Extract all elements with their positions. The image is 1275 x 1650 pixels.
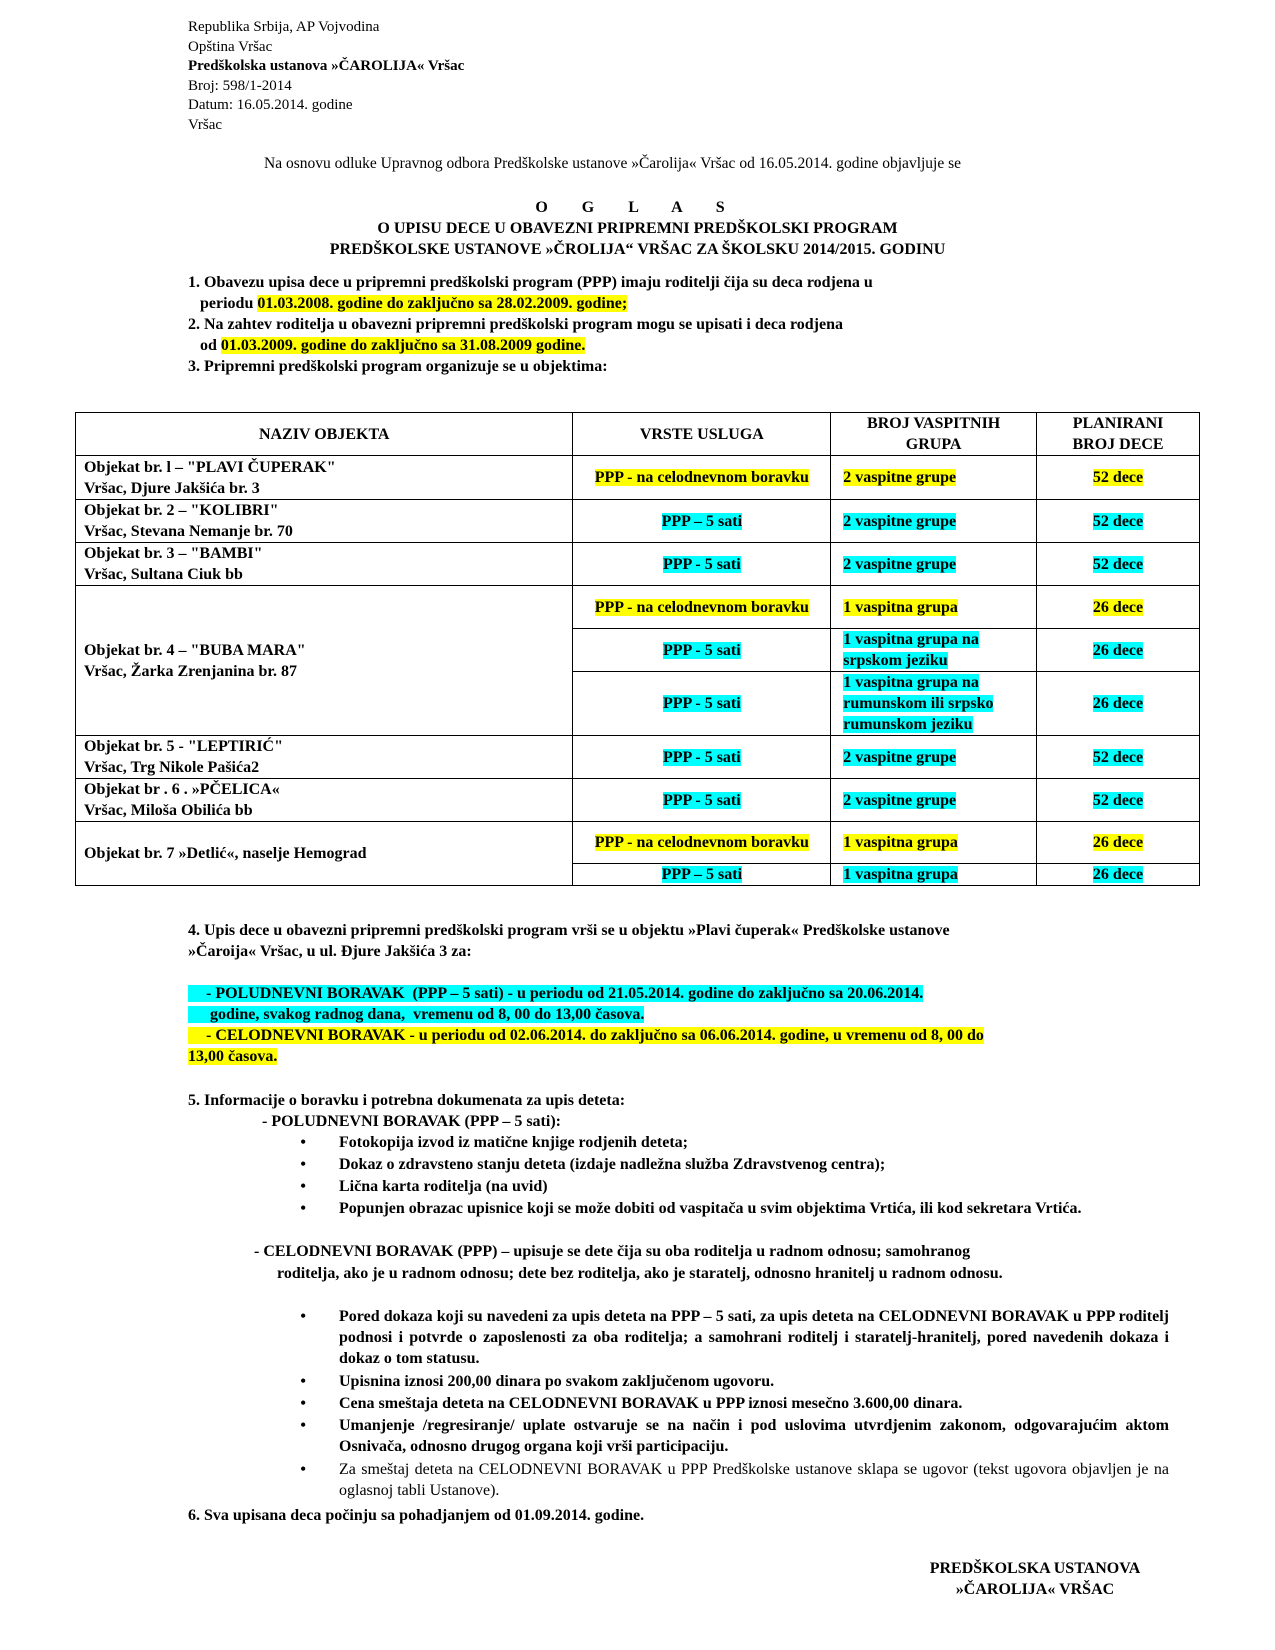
- groups-cell: [831, 629, 1037, 672]
- point-1: [188, 272, 873, 314]
- object-name: Objekat br. 4 – "BUBA MARA": [84, 641, 306, 659]
- groups-cell: [831, 864, 1037, 886]
- column-header-name: NAZIV OBJEKTA: [76, 413, 573, 456]
- header-institution: Predškolska ustanova »ČAROLIJA« Vršac: [188, 58, 465, 74]
- object-address: Vršac, Stevana Nemanje br. 70: [84, 523, 293, 540]
- full-day-title: roditelja, ako je u radnom odnosu; dete bez roditelja, ako je staratelj, odnosno hranitelj u radnom odnosu.: [277, 1265, 1003, 1282]
- object-address: Vršac, Žarka Zrenjanina br. 87: [84, 662, 298, 680]
- table-row: [76, 736, 1200, 779]
- bullet: •: [300, 1154, 307, 1174]
- service-text: PPP - 5 sati: [662, 748, 741, 766]
- point-1-highlight: 01.03.2008. godine do zaključno sa 28.02.2009. godine;: [257, 295, 628, 312]
- object-name: Objekat br. l – "PLAVI ČUPERAK": [84, 458, 336, 476]
- signature-block: [900, 1558, 1170, 1600]
- kids-text: 52 dece: [1092, 512, 1144, 530]
- full-day-title: - CELODNEVNI BORAVAK (PPP) – upisuje se dete čija su oba roditelja u radnom odnosu; samohranog: [254, 1243, 971, 1260]
- service-text: PPP - 5 sati: [662, 695, 741, 712]
- kids-text: 26 dece: [1092, 641, 1144, 659]
- groups-cell: [831, 500, 1037, 543]
- kids-text: 52 dece: [1092, 791, 1144, 809]
- service-text: PPP - na celodnevnom boravku: [594, 834, 809, 851]
- point-2: [188, 314, 843, 356]
- object-name-cell: [76, 736, 573, 779]
- table-header-row: [76, 413, 1200, 456]
- service-cell: [573, 456, 831, 500]
- service-cell: [573, 736, 831, 779]
- kids-text: 52 dece: [1092, 748, 1144, 766]
- kids-cell: [1037, 500, 1200, 543]
- object-name-cell: [76, 543, 573, 586]
- object-name-cell: [76, 500, 573, 543]
- objects-table: [75, 412, 1200, 886]
- column-header-kids: [1037, 413, 1200, 456]
- groups-text: 2 vaspitne grupe: [843, 555, 957, 573]
- point-1-line: 1. Obavezu upisa dece u pripremni predškolski program (PPP) imaju roditelji čija su deca rodjena u: [188, 274, 873, 291]
- point-4-line: »Čaroija« Vršac, u ul. Đjure Jakšića 3 za:: [188, 943, 472, 960]
- service-cell: [573, 629, 831, 672]
- half-day-item: Dokaz o zdravsteno stanju deteta (izdaje nadležna služba Zdravstvenog centra);: [339, 1156, 886, 1173]
- kids-cell: [1037, 672, 1200, 736]
- half-day-item: Lična karta roditelja (na uvid): [339, 1178, 548, 1195]
- point-4-line: 4. Upis dece u obavezni pripremni predškolski program vrši se u objektu »Plavi čuperak« Predškolske ustanove: [188, 922, 950, 939]
- header-line: Republika Srbija, AP Vojvodina: [188, 19, 380, 35]
- full-day-text: 13,00 časova.: [188, 1048, 278, 1065]
- service-text: PPP - na celodnevnom boravku: [594, 598, 809, 616]
- point-2-line: [188, 335, 843, 356]
- kids-cell: [1037, 629, 1200, 672]
- object-name-cell: [76, 822, 573, 886]
- kids-cell: [1037, 543, 1200, 586]
- bullet: •: [300, 1393, 307, 1413]
- half-day-item: Fotokopija izvod iz matične knjige rodjenih deteta;: [339, 1134, 689, 1151]
- groups-text: 1 vaspitna grupa: [843, 866, 958, 883]
- object-name: Objekat br. 3 – "BAMBI": [84, 545, 263, 562]
- service-cell: [573, 822, 831, 864]
- header-number: Broj: 598/1-2014: [188, 77, 292, 94]
- groups-cell: [831, 779, 1037, 822]
- service-cell: [573, 500, 831, 543]
- object-address: Vršac, Djure Jakšića br. 3: [84, 479, 260, 497]
- title-line: PREDŠKOLSKE USTANOVE »ČROLIJA“ VRŠAC ZA ŠKOLSKU 2014/2015. GODINU: [329, 241, 946, 258]
- table-row: [76, 779, 1200, 822]
- half-day-period: [188, 1004, 1168, 1025]
- header-text: GRUPA: [905, 436, 962, 453]
- half-day-title: - POLUDNEVNI BORAVAK (PPP – 5 sati):: [262, 1113, 561, 1130]
- kids-cell: [1037, 822, 1200, 864]
- object-name: Objekat br . 6 . »PČELICA«: [84, 781, 280, 798]
- kids-cell: [1037, 864, 1200, 886]
- point-2-text: od: [200, 337, 221, 354]
- kids-text: 52 dece: [1092, 555, 1144, 573]
- kids-text: 26 dece: [1092, 834, 1144, 851]
- service-cell: [573, 672, 831, 736]
- full-day-period: [188, 1025, 1168, 1046]
- object-name: Objekat br. 2 – "KOLIBRI": [84, 502, 279, 519]
- half-day-text: - POLUDNEVNI BORAVAK (PPP – 5 sati) - u periodu od 21.05.2014. godine do zaključno sa 20.06.2014.: [188, 985, 923, 1002]
- groups-text: 1 vaspitna grupa na srpskom jeziku: [843, 631, 979, 669]
- column-header-service: VRSTE USLUGA: [573, 413, 831, 456]
- title-line: O G L A S: [535, 199, 740, 216]
- table-row: [76, 586, 1200, 629]
- service-text: PPP – 5 sati: [661, 866, 743, 883]
- bullet: •: [300, 1371, 307, 1391]
- service-text: PPP – 5 sati: [661, 512, 743, 530]
- groups-cell: [831, 672, 1037, 736]
- full-day-item: Za smeštaj deteta na CELODNEVNI BORAVAK u PPP Predškolske ustanove sklapa se ugovor (tekst ugovora objavljen je na oglasnoj tabli Ustanove).: [339, 1461, 1169, 1499]
- header-date: Datum: 16.05.2014. godine: [188, 97, 353, 113]
- groups-cell: [831, 456, 1037, 500]
- bullet: •: [300, 1132, 307, 1152]
- title-line: O UPISU DECE U OBAVEZNI PRIPREMNI PREDŠKOLSKI PROGRAM: [377, 220, 898, 237]
- document-title: [0, 197, 1275, 260]
- service-cell: [573, 586, 831, 629]
- service-cell: [573, 864, 831, 886]
- point-1-text: periodu: [200, 295, 258, 312]
- enrollment-periods: [188, 983, 1168, 1067]
- table-row: [76, 543, 1200, 586]
- service-text: PPP - na celodnevnom boravku: [594, 469, 809, 486]
- kids-text: 26 dece: [1092, 598, 1144, 616]
- bullet: •: [300, 1415, 307, 1435]
- bullet: •: [300, 1306, 307, 1326]
- groups-cell: [831, 586, 1037, 629]
- point-3: 3. Pripremni predškolski program organizuje se u objektima:: [188, 358, 608, 375]
- point-2-highlight: 01.03.2009. godine do zaključno sa 31.08.2009 godine.: [220, 337, 586, 354]
- header-line: Opština Vršac: [188, 38, 273, 55]
- kids-cell: [1037, 779, 1200, 822]
- full-day-period: [188, 1046, 1168, 1067]
- point-6: 6. Sva upisana deca počinju sa pohadjanjem od 01.09.2014. godine.: [188, 1507, 645, 1524]
- groups-cell: [831, 822, 1037, 864]
- table-row: [76, 456, 1200, 500]
- point-4: [188, 920, 950, 962]
- object-name-cell: [76, 779, 573, 822]
- full-day-text: - CELODNEVNI BORAVAK - u periodu od 02.06.2014. do zaključno sa 06.06.2014. godine, u vremenu od 8, 00 do: [188, 1027, 984, 1044]
- bullet: •: [300, 1176, 307, 1196]
- bullet: •: [300, 1459, 307, 1479]
- object-address: Vršac, Trg Nikole Pašića2: [84, 759, 260, 776]
- groups-text: 2 vaspitne grupe: [843, 512, 957, 530]
- full-day-item: Umanjenje /regresiranje/ uplate ostvaruje se na način i pod uslovima utvrdjenim zakonom, odgovarajućim aktom Osnivača, odnosno drugog organa koji vrši participaciju.: [339, 1417, 1169, 1455]
- half-day-item: Popunjen obrazac upisnice koji se može dobiti od vaspitača u svim objektima Vrtića, ili kod sekretara Vrtića.: [339, 1200, 1082, 1217]
- object-name: Objekat br. 5 - "LEPTIRIĆ": [84, 738, 283, 755]
- half-day-text: godine, svakog radnog dana, vremenu od 8, 00 do 13,00 časova.: [188, 1006, 644, 1023]
- groups-cell: [831, 736, 1037, 779]
- header-text: BROJ VASPITNIH: [867, 415, 1001, 432]
- service-text: PPP - 5 sati: [662, 791, 741, 809]
- kids-cell: [1037, 456, 1200, 500]
- point-1-line: [188, 293, 873, 314]
- groups-text: 2 vaspitne grupe: [843, 469, 957, 486]
- kids-cell: [1037, 586, 1200, 629]
- groups-text: 2 vaspitne grupe: [843, 748, 957, 766]
- object-address: Vršac, Miloša Obilića bb: [84, 802, 253, 819]
- table-row: [76, 822, 1200, 864]
- header-text: PLANIRANI: [1072, 415, 1164, 432]
- object-name: Objekat br. 7 »Detlić«, naselje Hemograd: [84, 845, 367, 862]
- service-text: PPP - 5 sati: [662, 641, 741, 659]
- object-name-cell: [76, 586, 573, 736]
- kids-text: 26 dece: [1092, 695, 1144, 712]
- service-cell: [573, 779, 831, 822]
- full-day-item: Pored dokaza koji su navedeni za upis deteta na PPP – 5 sati, za upis deteta na CELODNEVNI BORAVAK u PPP roditelj podnosi i potvrde o zaposlenosti za oba roditelja; a samohrani roditelj i staratelj-hranitelj, pored navedenih dokaza i dokaz o tom statusu.: [339, 1308, 1169, 1367]
- column-header-groups: [831, 413, 1037, 456]
- half-day-period: [188, 983, 1168, 1004]
- object-name-cell: [76, 456, 573, 500]
- header-text: BROJ DECE: [1072, 436, 1164, 453]
- kids-cell: [1037, 736, 1200, 779]
- full-day-item: Upisnina iznosi 200,00 dinara po svakom zaključenom ugovoru.: [339, 1373, 775, 1390]
- object-address: Vršac, Sultana Ciuk bb: [84, 566, 243, 583]
- intro-text: Na osnovu odluke Upravnog odbora Predškolske ustanove »Čarolija« Vršac od 16.05.2014. godine objavljuje se: [264, 155, 962, 172]
- bullet: •: [300, 1198, 307, 1218]
- kids-text: 52 dece: [1092, 469, 1144, 486]
- groups-cell: [831, 543, 1037, 586]
- groups-text: 2 vaspitne grupe: [843, 791, 957, 809]
- full-day-item: Cena smeštaja deteta na CELODNEVNI BORAVAK u PPP iznosi mesečno 3.600,00 dinara.: [339, 1395, 963, 1412]
- service-cell: [573, 543, 831, 586]
- point-2-line: 2. Na zahtev roditelja u obavezni pripremni predškolski program mogu se upisati i deca rodjena: [188, 316, 843, 333]
- signature-line: PREDŠKOLSKA USTANOVA: [929, 1560, 1141, 1577]
- signature-line: »ČAROLIJA« VRŠAC: [955, 1581, 1115, 1598]
- table-row: [76, 500, 1200, 543]
- kids-text: 26 dece: [1092, 866, 1144, 883]
- document-header: [188, 18, 464, 135]
- service-text: PPP - 5 sati: [662, 555, 741, 573]
- header-place: Vršac: [188, 116, 223, 133]
- point-5-title: 5. Informacije o boravku i potrebna dokumenata za upis deteta:: [188, 1092, 626, 1109]
- groups-text: 1 vaspitna grupa: [843, 834, 958, 851]
- groups-text: 1 vaspitna grupa na rumunskom ili srpsko rumunskom jeziku: [843, 674, 994, 733]
- groups-text: 1 vaspitna grupa: [843, 598, 958, 616]
